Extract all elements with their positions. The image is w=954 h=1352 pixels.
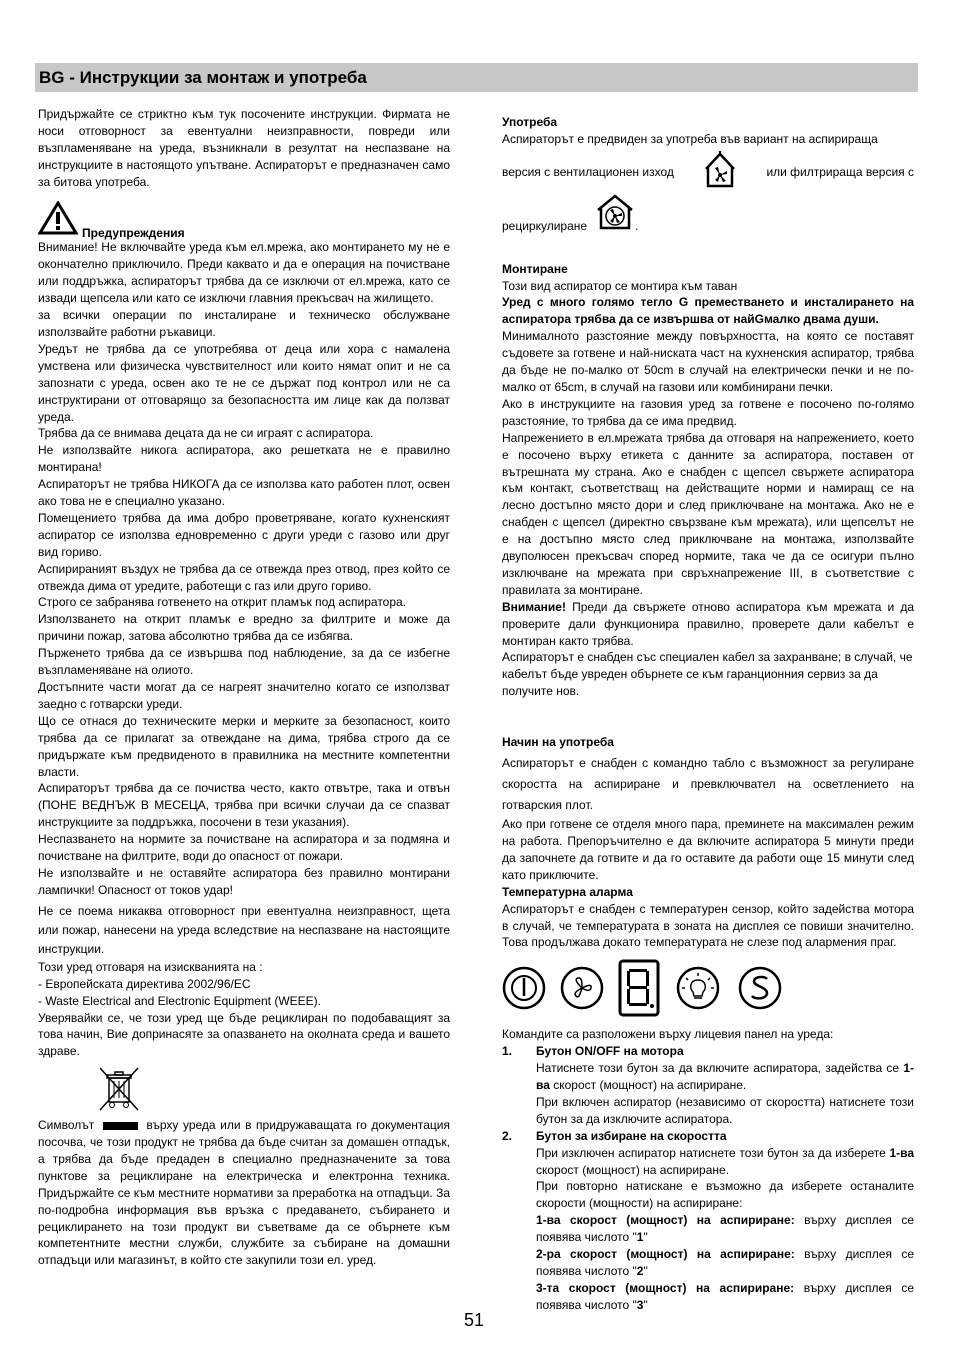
page-number: 51: [464, 1310, 485, 1330]
right-column: [502, 114, 914, 1314]
speed-2-line: [536, 1246, 914, 1280]
paragraph: Уредът не трябва да се употребява от деца или хора с намалена умствена или физическа чувствителност или които нямат опит и не са запознати с уреда, освен ако те не се държат под контрол или не са инструктирани от отговарящо за безопасността им лице как да ползват уреда.: [38, 341, 450, 424]
light-icon[interactable]: [674, 966, 722, 1015]
left-column: [38, 106, 450, 1269]
paragraph: Трябва да се внимава децата да не си играят с аспиратора.: [38, 426, 374, 441]
paragraph: Този уред отговаря на изискванията на :: [38, 959, 263, 974]
recirculation-icon: [595, 194, 635, 235]
text-bold: 1-ва: [889, 1145, 914, 1160]
vented-hood-icon: [703, 151, 737, 194]
speed-number: 3: [636, 1297, 644, 1312]
speed-3-line: [536, 1280, 914, 1314]
section-header: [35, 63, 918, 92]
list-item-2: [502, 1128, 914, 1314]
text: При изключен аспиратор натиснете този бутон за да изберете: [536, 1145, 890, 1160]
mount-p3: Ако в инструкциите на газовия уред за готвене е посочено по-голямо разстояние, то трябва да се има предвид.: [502, 396, 914, 428]
warning-triangle-icon: [38, 201, 78, 240]
panel-caption: Командите са разположени върху лицевия панел на уреда:: [502, 1027, 834, 1042]
usage-heading: Употреба: [502, 115, 558, 129]
symbol-prefix: Символът: [38, 1118, 95, 1133]
list-item-1: [502, 1043, 914, 1128]
text: върху дисплея се появява числото ": [536, 1280, 914, 1312]
usage-line-3a: рециркулиране: [502, 218, 588, 233]
paragraph: Аспираторът трябва да се почиства често, както отвътре, така и отвън (ПОНЕ ВЕДНЪЖ В МЕСЕЦА, трябва при всички случаи да се спазват инструкциите за поддръжка, посочени в тези указания).: [38, 781, 450, 830]
control-panel-icons: [502, 959, 914, 1022]
paragraph: Уверявайки се, че този уред ще бъде рециклиран по подобаващият за това начин, Вие допринасяте за опазването на околната среда и вашето здраве.: [38, 1010, 450, 1059]
mount-p2: Минималното разстояние между повърхността, на която се поставят съдовете за готвене и най-ниската част на кухненския аспиратор, трябва да бъде не по-малко от 50cm в случай на електрически печки и не по-малко от 65cm, в случай на газови или комбинирани печки.: [502, 329, 914, 394]
paragraph: - Европейската директива 2002/96/ЕС: [38, 976, 251, 991]
speed-number: 1: [636, 1230, 644, 1245]
speed-1-line: [536, 1212, 914, 1246]
paragraph: за всички операции по инсталиране и техническо обслужване използвайте работни ръкавици.: [38, 308, 450, 339]
item1-title: Бутон ON/OFF на мотора: [536, 1044, 684, 1059]
way-p2: Ако при готвене се отделя много пара, преминете на максимален режим на работа. Препоръчително е да включите аспиратора 5 минути преди да започнете да готвите и да го оставите да работи още 15 минути след като приключите.: [502, 817, 914, 882]
mount-p5-text: Преди да свържете отново аспиратора към мрежата и да проверите дали функционира правилно, проверете дали кабелът е монтиран както трябва.: [502, 599, 914, 648]
item2-p1: [536, 1145, 914, 1179]
text: ": [643, 1297, 648, 1312]
black-bar-symbol: [103, 1122, 138, 1130]
item2-title: Бутон за избиране на скоростта: [536, 1128, 727, 1143]
paragraph: Използването на открит пламък е вредно за филтрите и може да причини пожар, затова абсолютно трябва да се избягва.: [38, 612, 450, 644]
mount-heading: Монтиране: [502, 261, 568, 276]
text-bold: 3-та скорост (мощност) на аспириране:: [536, 1280, 795, 1295]
speed-number: 2: [636, 1263, 644, 1278]
paragraph: Що се отнася до техническите мерки и мерките за безопасност, които трябва да се прилагат за отвеждане на дима, трябва строго да се придържате към предвиденото в правилника на местните компетентни власти.: [38, 713, 450, 779]
mount-bold: Уред с много голямо тегло G преместването и инсталирането на аспиратора трябва да се извършва от найGмалко двама души.: [502, 295, 914, 327]
paragraph: Строго се забранява готвенето на открит пламък под аспиратора.: [38, 595, 407, 610]
usage-line-2a: версия с вентилационен изход: [502, 164, 674, 179]
paragraph: Аспирираният въздух не трябва да се отвежда през отвод, през който се отвежда дима от уредите, работещи с газ или друго гориво.: [38, 561, 450, 593]
text: скорост (мощност) на аспириране.: [549, 1077, 747, 1092]
mount-p4: Напрежението в ел.мрежата трябва да отговаря на напрежението, което е посочено върху етикета с данните за аспиратора, поставен от вътрешната му страна. Ако е снабден с щепсел свържете аспиратора към контакт, съответстващ на действащите норми и намиращ се на лесно достъпно място дори и след приключване на монтажа. Ако не е снабден с щепсел (директно свързване към мрежата), или щепселът не е на достъпно място след приключване на монтажа, използвайте двуполюсен прекъсвач според нормите, така че да се осигури пълно изключване на мрежата при свръхнапрежение III, в съответствие с правилата за монтиране.: [502, 430, 914, 597]
paragraph: Аспираторът не трябва НИКОГА да се използва като работен плот, освен ако това не е специално указано.: [38, 477, 450, 509]
usage-line-2b: или филтрираща версия с: [766, 164, 914, 179]
mount-p6: Аспираторът е снабден със специален кабел за захранване; в случай, че кабелът бъде увреден обърнете се към гаранционния сервиз за да получите нов.: [502, 650, 913, 699]
text-bold: 1-ва скорост (мощност) на аспириране:: [536, 1213, 795, 1228]
usage-line-3: [502, 194, 914, 235]
usage-line-3b: .: [635, 218, 639, 233]
power-icon[interactable]: [502, 966, 546, 1015]
paragraph: Неспазването на нормите за почистване на аспиратора и за подмяна и почистване на филтрите, води до опасност от пожари.: [38, 832, 450, 864]
fan-icon[interactable]: [560, 966, 604, 1015]
paragraph: Достъпните части могат да се нагреят значително когато се използват заедно с готварски уреди.: [38, 680, 450, 711]
way-heading: Начин на употреба: [502, 735, 614, 750]
warnings-title: Предупреждения: [82, 225, 185, 240]
crossed-bin-icon: [96, 1066, 450, 1117]
item2-p2: При повторно натискане е възможно да изберете останалите скорости (мощности) на аспириране:: [536, 1179, 914, 1211]
usage-line-2: [502, 151, 914, 194]
text: върху дисплея се появява числото ": [536, 1247, 914, 1278]
temp-p: Аспираторът е снабден с температурен сензор, който задейства мотора в случай, че температурата в зоната на дисплея се повиши значително. Това продължава докато температурата не слезе под алармения праг.: [502, 901, 914, 950]
item1-p2: При включен аспиратор (независимо от скоростта) натиснете този бутон за да изключите аспиратора.: [536, 1094, 914, 1126]
list-number: 1.: [502, 1044, 513, 1059]
paragraph: Не се поема никаква отговорност при евентуална неизправност, щета или пожар, нанесени на уреда вследствие на неспазване на настоящите инструкции.: [38, 903, 450, 956]
paragraph: Помещението трябва да има добро проветряване, когато кухненският аспиратор се използва едновременно с други уреди с газово или друг вид гориво.: [38, 510, 450, 559]
item1-p1: [536, 1060, 914, 1094]
symbol-text: върху уреда или в придружаващата го документация посочва, че този продукт не трябва да бъде считан за домашен отпадък, а трябва да бъде предаден в специално предназначените за това пунктове за рециклиране на електрическа и електронна техника. Придържайте се към местните нормативи за преработка на отпадъци. За по-подробна информация във връзка с предаването, събирането и рециклирането на този продукт ви съветваме да се обърнете към компетентните местни служби, службите за събиране на домашни отпадъци или магазинът, в който сте закупили този ел. уред.: [38, 1118, 450, 1268]
text: ": [643, 1263, 648, 1278]
paragraph: Не използвайте никога аспиратора, ако решетката не е правилно монтирана!: [38, 443, 450, 475]
text: ": [643, 1230, 648, 1245]
paragraph: Пърженето трябва да се извършва под наблюдение, за да се избегне възпламеняване на олиото.: [38, 646, 450, 678]
paragraph: - Waste Electrical and Electronic Equipment (WEEE).: [38, 993, 321, 1008]
text: Натиснете този бутон за да включите аспиратора, задейства се: [536, 1061, 904, 1076]
warnings-heading: [38, 201, 450, 240]
paragraph: Не използвайте и не оставяйте аспиратора без правилно монтирани лампички! Опасност от токов удар!: [38, 865, 450, 897]
section-title: BG - Инструкции за монтаж и употреба: [39, 68, 367, 87]
mount-p5: [502, 599, 914, 650]
display-icon: [618, 959, 660, 1022]
intro-paragraph: Придържайте се стриктно към тук посочените инструкции. Фирмата не носи отговорност за евентуални неизправности, повреди или възпламеняване на уреда, възникнали в резултат на неспазване на инструкциите в настоящото упътване. Аспираторът е предназначен само за битова употреба.: [38, 107, 450, 189]
way-p1: Аспираторът е снабден с командно табло с възможност за регулиране скоростта на аспириране и превключвател на осветлението на готварския плот.: [502, 756, 914, 813]
text-bold: 1-ва: [536, 1061, 914, 1092]
usage-line-1: Аспираторът е предвиден за употреба във вариант на аспирираща: [502, 131, 878, 146]
attention-label: Внимание!: [502, 599, 566, 614]
text: върху дисплея се появява числото ": [536, 1213, 914, 1245]
text-bold: 2-ра скорост (мощност) на аспириране:: [536, 1247, 795, 1262]
speed-icon[interactable]: [736, 966, 784, 1015]
list-number: 2.: [502, 1128, 513, 1143]
mount-p1: Този вид аспиратор се монтира към таван: [502, 278, 738, 293]
symbol-paragraph: [38, 1117, 450, 1269]
temp-heading: Температурна аларма: [502, 884, 633, 899]
paragraph: Внимание! Не включвайте уреда към ел.мрежа, ако монтирането му не е окончателно приключило. Преди каквато и да е операция на почистване или поддръжка, аспираторът трябва да се изключи от ел.мрежа, като се извади щепсела или като се изключи главния прекъсвач на жилището.: [38, 240, 450, 306]
text: скорост (мощност) на аспириране.: [536, 1162, 730, 1177]
